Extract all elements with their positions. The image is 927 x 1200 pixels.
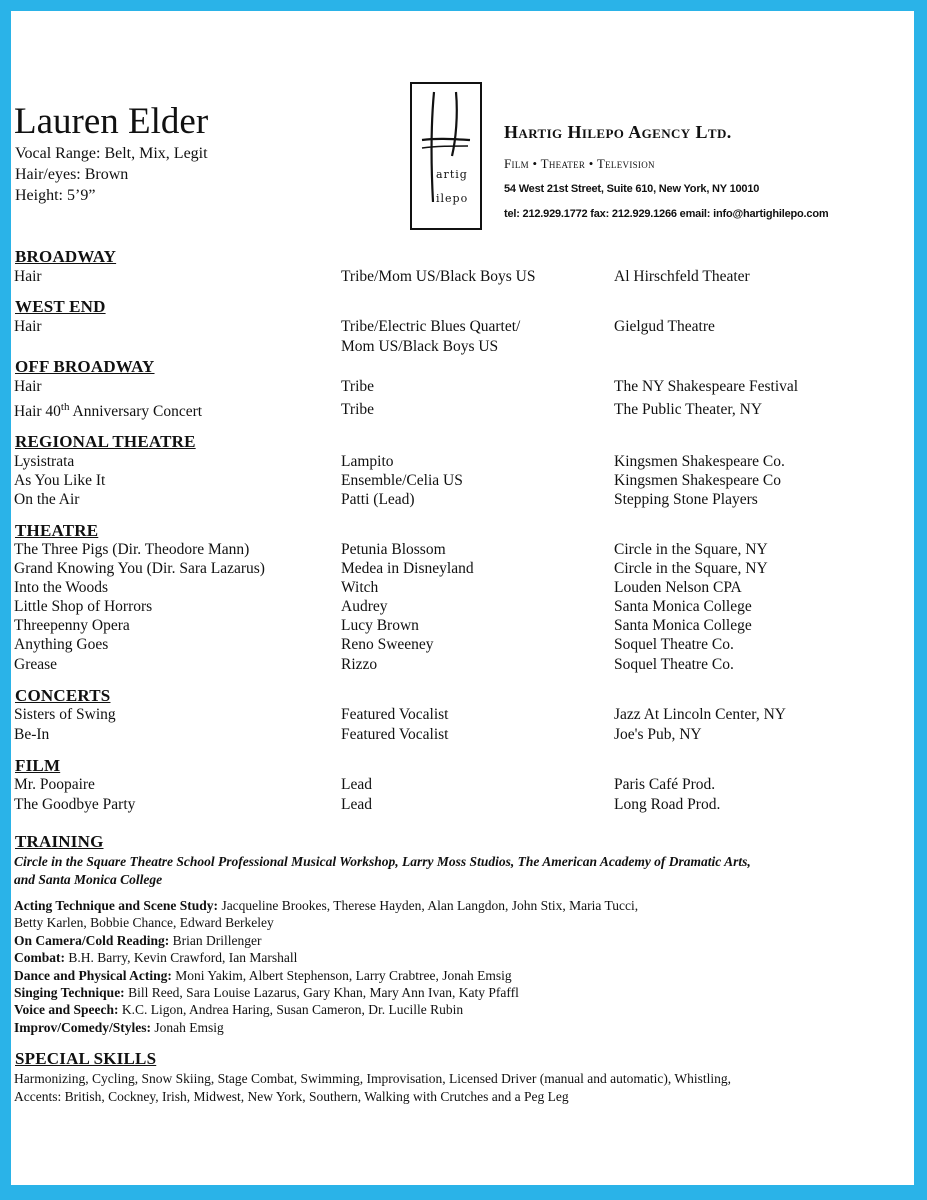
- section-title-regional-theatre: REGIONAL THEATRE: [15, 432, 196, 451]
- credit-show-part: Anniversary Concert: [69, 403, 203, 421]
- credit-show: The Goodbye Party: [14, 796, 136, 813]
- special-skills-line: Accents: British, Cockney, Irish, Midwest, New York, Southern, Walking with Crutches and a Peg Leg: [14, 1089, 569, 1104]
- training-list: [14, 897, 894, 1036]
- agency-logo-h-mark: [412, 84, 480, 228]
- training-text: B.H. Barry, Kevin Crawford, Ian Marshall: [65, 950, 298, 966]
- training-label: Acting Technique and Scene Study:: [14, 898, 219, 913]
- credit-show-sup: th: [60, 401, 70, 413]
- section-title-concerts: CONCERTS: [15, 686, 111, 705]
- logo-word-ilepo: ilepo: [436, 192, 469, 205]
- section-title-special-skills: SPECIAL SKILLS: [15, 1049, 157, 1068]
- credit-show: Hair: [14, 318, 42, 335]
- training-text: Jonah Emsig: [151, 1019, 224, 1035]
- credit-venue: Long Road Prod.: [614, 796, 721, 813]
- vocal-range: Vocal Range: Belt, Mix, Legit: [15, 145, 208, 162]
- logo-word-artig: artig: [436, 168, 468, 181]
- agency-logo: [410, 82, 482, 230]
- training-item: [14, 897, 894, 914]
- section-title-west-end: WEST END: [15, 297, 106, 316]
- training-text: Brian Drillenger: [169, 932, 262, 948]
- section-title-theatre: THEATRE: [15, 521, 99, 540]
- agency-contact: tel: 212.929.1772 fax: 212.929.1266 email: info@hartighilepo.com: [504, 208, 829, 220]
- credit-role: Lampito: [341, 453, 394, 470]
- credit-role: Medea in Disneyland: [341, 560, 474, 577]
- credit-show-part: Hair 40: [14, 403, 61, 421]
- training-text: K.C. Ligon, Andrea Haring, Susan Cameron, Dr. Lucille Rubin: [118, 1002, 464, 1018]
- credit-role: Tribe/Electric Blues Quartet/: [341, 318, 521, 335]
- credit-row: [11, 491, 914, 511]
- credit-role: Audrey: [341, 598, 388, 615]
- credit-row: [11, 453, 914, 473]
- credit-role: Witch: [341, 579, 379, 596]
- credit-role: Reno Sweeney: [341, 636, 434, 653]
- credit-row: [11, 579, 914, 599]
- credit-role: Tribe: [341, 401, 375, 418]
- credit-venue: Paris Café Prod.: [614, 776, 716, 793]
- credit-role: Featured Vocalist: [341, 706, 449, 723]
- credit-role: Patti (Lead): [341, 491, 415, 508]
- training-text: Moni Yakim, Albert Stephenson, Larry Crabtree, Jonah Emsig: [171, 967, 512, 983]
- credit-role: Tribe/Mom US/Black Boys US: [341, 268, 536, 285]
- credit-show: Be-In: [14, 726, 50, 743]
- credit-row: [11, 268, 914, 288]
- credit-row: [11, 378, 914, 398]
- credit-row: [11, 706, 914, 726]
- credit-role: Lucy Brown: [341, 617, 419, 634]
- height: Height: 5’9”: [15, 187, 96, 204]
- training-item: [14, 967, 894, 984]
- credit-show: [14, 401, 202, 421]
- training-text: Jacqueline Brookes, Therese Hayden, Alan Langdon, John Stix, Maria Tucci,: [218, 898, 639, 913]
- special-skills-text: [14, 1070, 904, 1106]
- credit-row: [11, 472, 914, 492]
- credit-row: [11, 636, 914, 656]
- section-title-off-broadway: OFF BROADWAY: [15, 357, 155, 376]
- credit-row: [11, 338, 914, 358]
- credit-venue: Santa Monica College: [614, 598, 752, 615]
- agency-name: Hartig Hilepo Agency Ltd.: [504, 122, 732, 142]
- training-text: Bill Reed, Sara Louise Lazarus, Gary Khan, Mary Ann Ivan, Katy Pfaffl: [124, 985, 519, 1001]
- training-item: [14, 949, 894, 966]
- credit-show: Lysistrata: [14, 453, 75, 470]
- credit-venue: Gielgud Theatre: [614, 318, 715, 335]
- training-item: [14, 984, 894, 1001]
- credit-show: Anything Goes: [14, 636, 109, 653]
- special-skills-line: Harmonizing, Cycling, Snow Skiing, Stage Combat, Swimming, Improvisation, Licensed Driver (manual and automatic), Whistling,: [14, 1071, 732, 1086]
- credit-role: Featured Vocalist: [341, 726, 449, 743]
- credit-venue: Kingsmen Shakespeare Co: [614, 472, 782, 489]
- credit-row: [11, 541, 914, 561]
- credit-row: [11, 617, 914, 637]
- credit-show: Sisters of Swing: [14, 706, 116, 723]
- credit-role: Mom US/Black Boys US: [341, 338, 499, 355]
- credit-row: [11, 726, 914, 746]
- credit-show: Grand Knowing You (Dir. Sara Lazarus): [14, 560, 265, 577]
- training-text: Betty Karlen, Bobbie Chance, Edward Berkeley: [14, 915, 274, 931]
- resume-page: [11, 11, 914, 1185]
- credit-row: [11, 776, 914, 796]
- credit-row: [11, 656, 914, 676]
- agency-tagline: Film • Theater • Television: [504, 156, 655, 171]
- credit-show: Hair: [14, 378, 42, 395]
- credit-role: Ensemble/Celia US: [341, 472, 463, 489]
- credit-role: Lead: [341, 776, 372, 793]
- credit-show: Mr. Poopaire: [14, 776, 95, 793]
- credit-venue: Circle in the Square, NY: [614, 560, 768, 577]
- training-item: [14, 914, 894, 931]
- credit-role: Lead: [341, 796, 372, 813]
- credit-role: Rizzo: [341, 656, 378, 673]
- training-label: On Camera/Cold Reading:: [14, 932, 170, 948]
- credit-show: Into the Woods: [14, 579, 109, 596]
- credit-row: [11, 560, 914, 580]
- credit-show: Grease: [14, 656, 58, 673]
- training-label: Voice and Speech:: [14, 1002, 119, 1018]
- agency-address: 54 West 21st Street, Suite 610, New York, NY 10010: [504, 183, 760, 195]
- training-label: Dance and Physical Acting:: [14, 967, 172, 983]
- training-item: [14, 932, 894, 949]
- section-title-film: FILM: [15, 756, 61, 775]
- credit-venue: Joe's Pub, NY: [614, 726, 702, 743]
- credit-row: [11, 401, 914, 421]
- credit-show: On the Air: [14, 491, 80, 508]
- credit-venue: Jazz At Lincoln Center, NY: [614, 706, 786, 723]
- training-item: [14, 1001, 894, 1018]
- credit-show: The Three Pigs (Dir. Theodore Mann): [14, 541, 250, 558]
- training-label: Singing Technique:: [14, 985, 125, 1001]
- training-item: [14, 1019, 894, 1036]
- actor-name: Lauren Elder: [14, 101, 209, 142]
- hair-eyes: Hair/eyes: Brown: [15, 166, 129, 183]
- training-label: Combat:: [14, 950, 65, 966]
- credit-venue: Circle in the Square, NY: [614, 541, 768, 558]
- credit-venue: Soquel Theatre Co.: [614, 656, 734, 673]
- credit-row: [11, 796, 914, 816]
- training-label: Improv/Comedy/Styles:: [14, 1019, 151, 1035]
- credit-show: Hair: [14, 268, 42, 285]
- section-title-training: TRAINING: [15, 832, 104, 851]
- credit-venue: Stepping Stone Players: [614, 491, 758, 508]
- credit-show: As You Like It: [14, 472, 106, 489]
- credit-venue: Al Hirschfeld Theater: [614, 268, 750, 285]
- credit-venue: Santa Monica College: [614, 617, 752, 634]
- credit-row: [11, 318, 914, 338]
- credit-role: Tribe: [341, 378, 375, 395]
- section-title-broadway: BROADWAY: [15, 247, 117, 266]
- credit-show: Threepenny Opera: [14, 617, 130, 634]
- credit-venue: The NY Shakespeare Festival: [614, 378, 799, 395]
- credit-venue: Soquel Theatre Co.: [614, 636, 734, 653]
- credit-venue: Kingsmen Shakespeare Co.: [614, 453, 785, 470]
- credit-role: Petunia Blossom: [341, 541, 446, 558]
- training-schools: Circle in the Square Theatre School Professional Musical Workshop, Larry Moss Studios, The American Academy of Dramatic Arts, and Santa Monica College: [14, 854, 751, 887]
- credit-show: Little Shop of Horrors: [14, 598, 153, 615]
- credit-venue: Louden Nelson CPA: [614, 579, 742, 596]
- credit-venue: The Public Theater, NY: [614, 401, 763, 418]
- credit-row: [11, 598, 914, 618]
